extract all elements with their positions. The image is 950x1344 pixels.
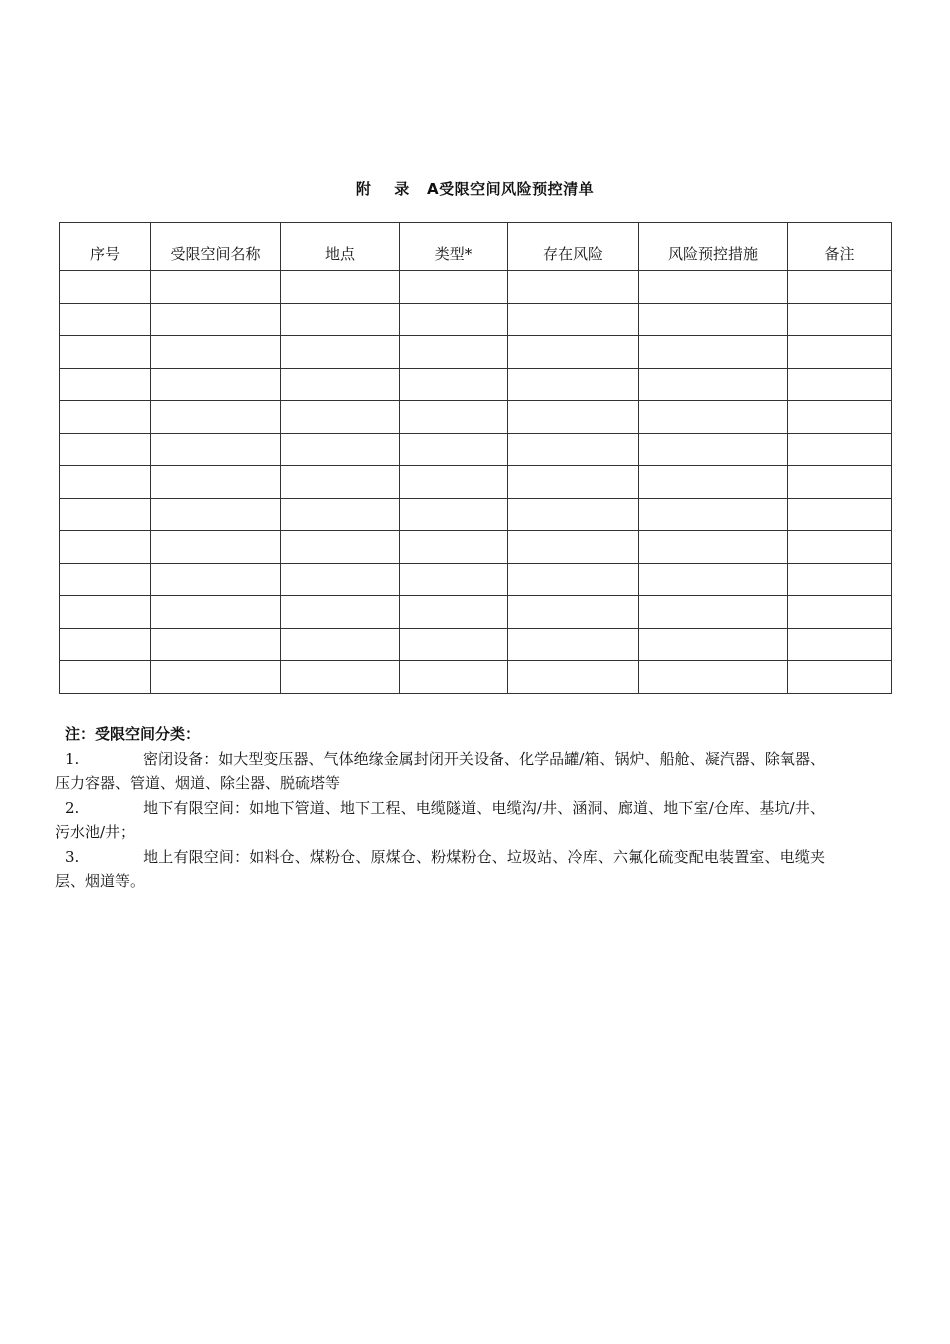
note-item bbox=[55, 796, 825, 845]
table-row bbox=[60, 531, 892, 564]
table-cell bbox=[508, 596, 639, 629]
table-cell bbox=[281, 303, 400, 336]
table-cell bbox=[151, 596, 281, 629]
table-cell bbox=[60, 368, 151, 401]
table-cell bbox=[60, 498, 151, 531]
table-cell bbox=[639, 368, 788, 401]
note-number: 2. bbox=[65, 798, 80, 817]
table-cell bbox=[400, 466, 508, 499]
table-row bbox=[60, 596, 892, 629]
risk-control-table bbox=[59, 222, 892, 694]
table-cell bbox=[788, 661, 892, 694]
note-item bbox=[55, 845, 825, 894]
table-cell bbox=[60, 336, 151, 369]
table-cell bbox=[788, 433, 892, 466]
header-existing-risk: 存在风险 bbox=[508, 223, 639, 271]
table-row bbox=[60, 498, 892, 531]
table-cell bbox=[281, 271, 400, 304]
table-row bbox=[60, 563, 892, 596]
table-cell bbox=[639, 628, 788, 661]
table-cell bbox=[639, 466, 788, 499]
table-row bbox=[60, 303, 892, 336]
table-cell bbox=[60, 563, 151, 596]
table-cell bbox=[639, 303, 788, 336]
table-cell bbox=[788, 628, 892, 661]
table-cell bbox=[151, 466, 281, 499]
table-cell bbox=[508, 563, 639, 596]
table-cell bbox=[151, 271, 281, 304]
table-cell bbox=[508, 531, 639, 564]
table-cell bbox=[788, 466, 892, 499]
table-cell bbox=[508, 368, 639, 401]
note-text: 地上有限空间：如料仓、煤粉仓、原煤仓、粉煤粉仓、垃圾站、冷库、六氟化硫变配电装置室、电缆夹层、烟道等。 bbox=[55, 847, 825, 890]
table-cell bbox=[788, 336, 892, 369]
table-row bbox=[60, 433, 892, 466]
table-cell bbox=[639, 661, 788, 694]
table-cell bbox=[151, 401, 281, 434]
table-cell bbox=[788, 271, 892, 304]
table-cell bbox=[788, 303, 892, 336]
note-number: 3. bbox=[65, 847, 80, 866]
table-cell bbox=[400, 271, 508, 304]
table-cell bbox=[151, 336, 281, 369]
table-cell bbox=[639, 596, 788, 629]
table-cell bbox=[508, 466, 639, 499]
table-cell bbox=[151, 368, 281, 401]
table-cell bbox=[400, 628, 508, 661]
table-row bbox=[60, 466, 892, 499]
notes-heading: 注：受限空间分类： bbox=[65, 725, 201, 743]
table-cell bbox=[281, 661, 400, 694]
table-cell bbox=[151, 498, 281, 531]
table-cell bbox=[788, 368, 892, 401]
table-cell bbox=[788, 498, 892, 531]
table-cell bbox=[151, 628, 281, 661]
table-cell bbox=[281, 368, 400, 401]
table-cell bbox=[400, 368, 508, 401]
header-space-name: 受限空间名称 bbox=[151, 223, 281, 271]
table-cell bbox=[60, 661, 151, 694]
table-cell bbox=[151, 661, 281, 694]
header-location: 地点 bbox=[281, 223, 400, 271]
table-cell bbox=[400, 336, 508, 369]
header-type: 类型* bbox=[400, 223, 508, 271]
table-cell bbox=[281, 596, 400, 629]
table-cell bbox=[281, 563, 400, 596]
table-cell bbox=[788, 401, 892, 434]
table-cell bbox=[400, 303, 508, 336]
table-cell bbox=[60, 466, 151, 499]
note-text: 密闭设备：如大型变压器、气体绝缘金属封闭开关设备、化学品罐/箱、锅炉、船舱、凝汽器、除氧器、压力容器、管道、烟道、除尘器、脱硫塔等 bbox=[55, 749, 825, 792]
table-cell bbox=[400, 433, 508, 466]
table-cell bbox=[281, 433, 400, 466]
table-cell bbox=[60, 531, 151, 564]
table-cell bbox=[281, 498, 400, 531]
table-row bbox=[60, 271, 892, 304]
table-cell bbox=[281, 401, 400, 434]
table-header-row bbox=[60, 223, 892, 271]
table-cell bbox=[508, 336, 639, 369]
table-cell bbox=[508, 271, 639, 304]
table-cell bbox=[281, 336, 400, 369]
table-cell bbox=[60, 401, 151, 434]
table-row bbox=[60, 368, 892, 401]
table-cell bbox=[151, 563, 281, 596]
table-cell bbox=[400, 498, 508, 531]
header-remarks: 备注 bbox=[788, 223, 892, 271]
table-cell bbox=[639, 531, 788, 564]
table-cell bbox=[60, 303, 151, 336]
table-cell bbox=[400, 563, 508, 596]
table-row bbox=[60, 336, 892, 369]
page-title: 附 录 A受限空间风险预控清单 bbox=[355, 180, 595, 198]
table-cell bbox=[508, 498, 639, 531]
table-cell bbox=[508, 401, 639, 434]
table-cell bbox=[60, 596, 151, 629]
table-cell bbox=[400, 401, 508, 434]
table-cell bbox=[639, 563, 788, 596]
table-row bbox=[60, 661, 892, 694]
table-cell bbox=[788, 531, 892, 564]
table-cell bbox=[639, 401, 788, 434]
table-cell bbox=[151, 433, 281, 466]
table-cell bbox=[788, 563, 892, 596]
table-cell bbox=[281, 531, 400, 564]
table-cell bbox=[281, 628, 400, 661]
header-control-measures: 风险预控措施 bbox=[639, 223, 788, 271]
table-cell bbox=[639, 433, 788, 466]
table-cell bbox=[508, 661, 639, 694]
note-item bbox=[55, 747, 825, 796]
table-cell bbox=[639, 271, 788, 304]
table-body bbox=[60, 271, 892, 694]
table-cell bbox=[400, 596, 508, 629]
table-cell bbox=[508, 303, 639, 336]
table-cell bbox=[151, 303, 281, 336]
table-cell bbox=[639, 336, 788, 369]
table-row bbox=[60, 628, 892, 661]
header-serial-number: 序号 bbox=[60, 223, 151, 271]
table-cell bbox=[60, 271, 151, 304]
note-number: 1. bbox=[65, 749, 80, 768]
table-cell bbox=[639, 498, 788, 531]
table-cell bbox=[508, 433, 639, 466]
table-cell bbox=[281, 466, 400, 499]
table-cell bbox=[788, 596, 892, 629]
note-text: 地下有限空间：如地下管道、地下工程、电缆隧道、电缆沟/井、涵洞、廊道、地下室/仓库、基坑/井、污水池/井； bbox=[55, 798, 825, 841]
table-cell bbox=[400, 531, 508, 564]
table-row bbox=[60, 401, 892, 434]
table-cell bbox=[400, 661, 508, 694]
notes-section bbox=[55, 722, 825, 894]
table-cell bbox=[151, 531, 281, 564]
table-cell bbox=[60, 433, 151, 466]
table-cell bbox=[60, 628, 151, 661]
table-cell bbox=[508, 628, 639, 661]
